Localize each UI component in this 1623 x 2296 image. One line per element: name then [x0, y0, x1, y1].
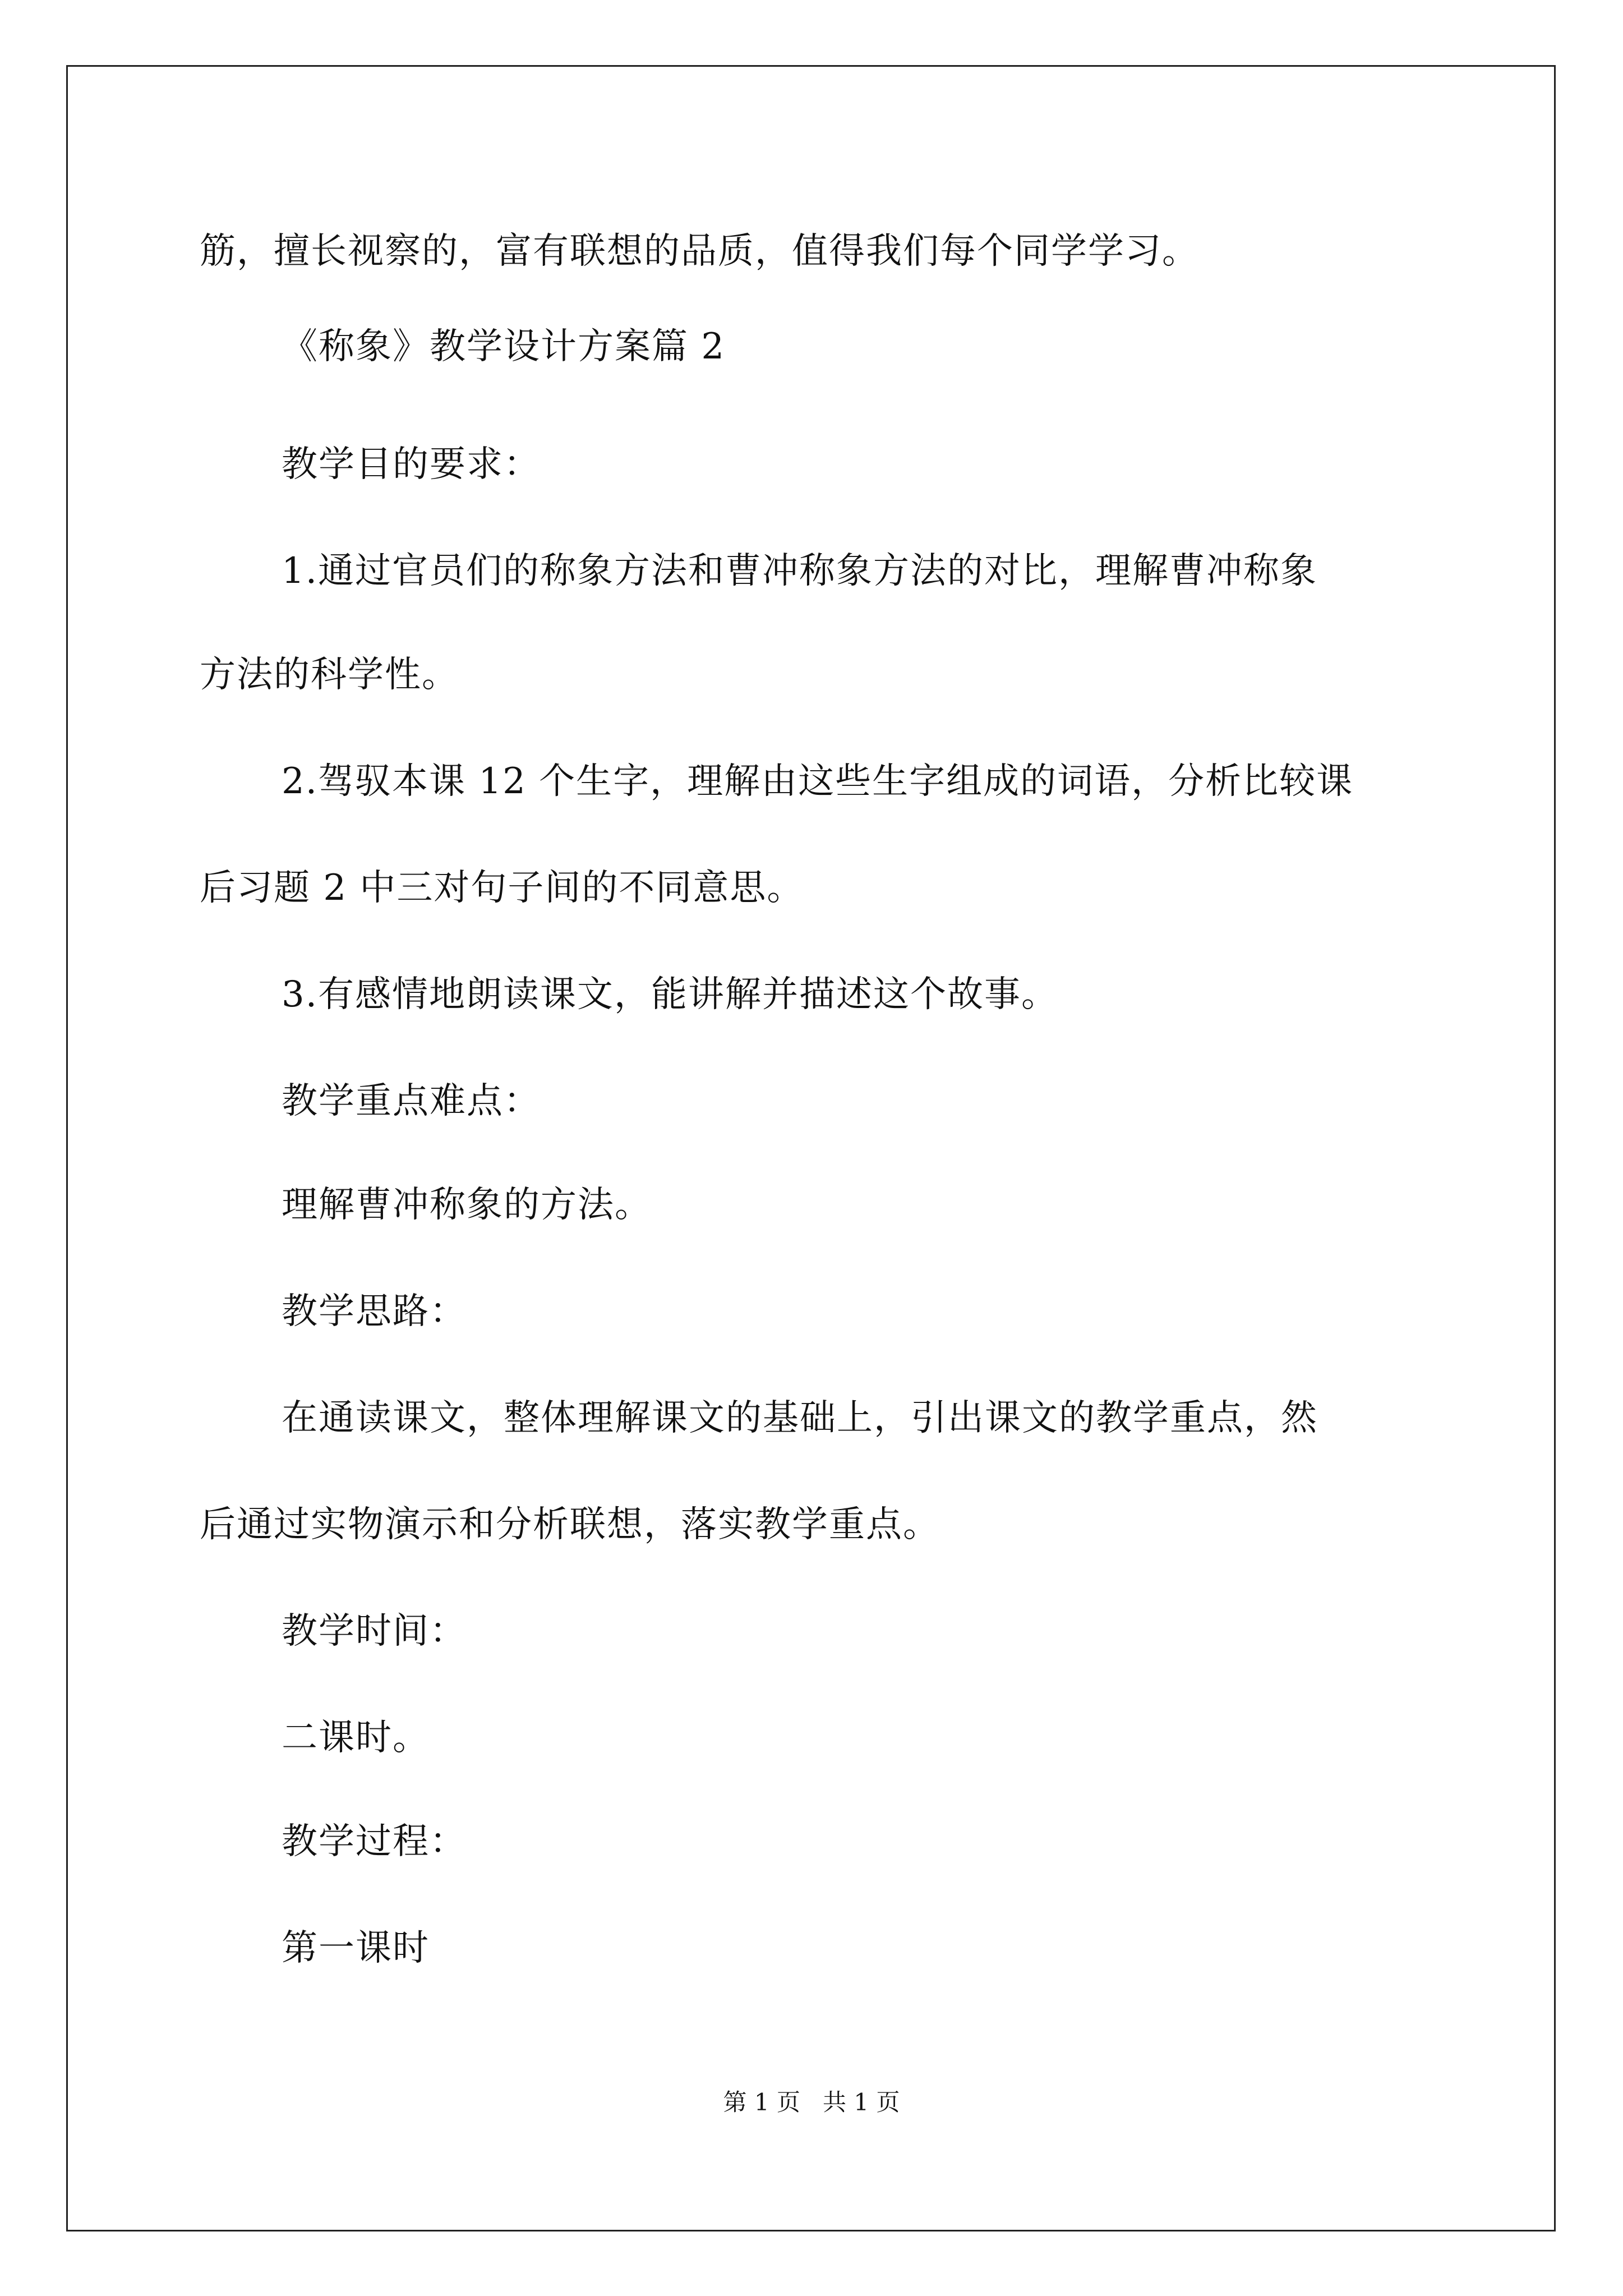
page-footer: 第 1 页 共 1 页: [723, 2088, 900, 2116]
subheading-process: 教学过程：: [282, 1821, 467, 1862]
page-border: [66, 65, 1556, 2231]
approach-line-1: 在通读课文，整体理解课文的基础上，引出课文的教学重点，然: [282, 1397, 1318, 1439]
subheading-key-points: 教学重点难点：: [282, 1080, 541, 1122]
subheading-approach: 教学思路：: [282, 1291, 467, 1332]
objective-1-line-1: 1.通过官员们的称象方法和曹冲称象方法的对比，理解曹冲称象: [282, 550, 1318, 592]
subheading-time: 教学时间：: [282, 1611, 467, 1652]
time-text: 二课时。: [282, 1717, 430, 1759]
approach-line-2: 后通过实物演示和分析联想，落实教学重点。: [200, 1504, 940, 1545]
objective-2-line-2: 后习题 2 中三对句子间的不同意思。: [200, 867, 804, 909]
objective-2-line-1: 2.驾驭本课 12 个生字，理解由这些生字组成的词语，分析比较课: [282, 761, 1354, 802]
key-points-text: 理解曹冲称象的方法。: [282, 1184, 652, 1226]
subheading-objectives: 教学目的要求：: [282, 444, 541, 485]
objective-3: 3.有感情地朗读课文，能讲解并描述这个故事。: [282, 974, 1059, 1015]
first-lesson-heading: 第一课时: [282, 1927, 430, 1969]
section-heading: 《称象》教学设计方案篇 2: [282, 326, 726, 367]
paragraph-continuation: 筋，擅长视察的，富有联想的品质，值得我们每个同学学习。: [200, 231, 1199, 272]
objective-1-line-2: 方法的科学性。: [200, 654, 459, 696]
